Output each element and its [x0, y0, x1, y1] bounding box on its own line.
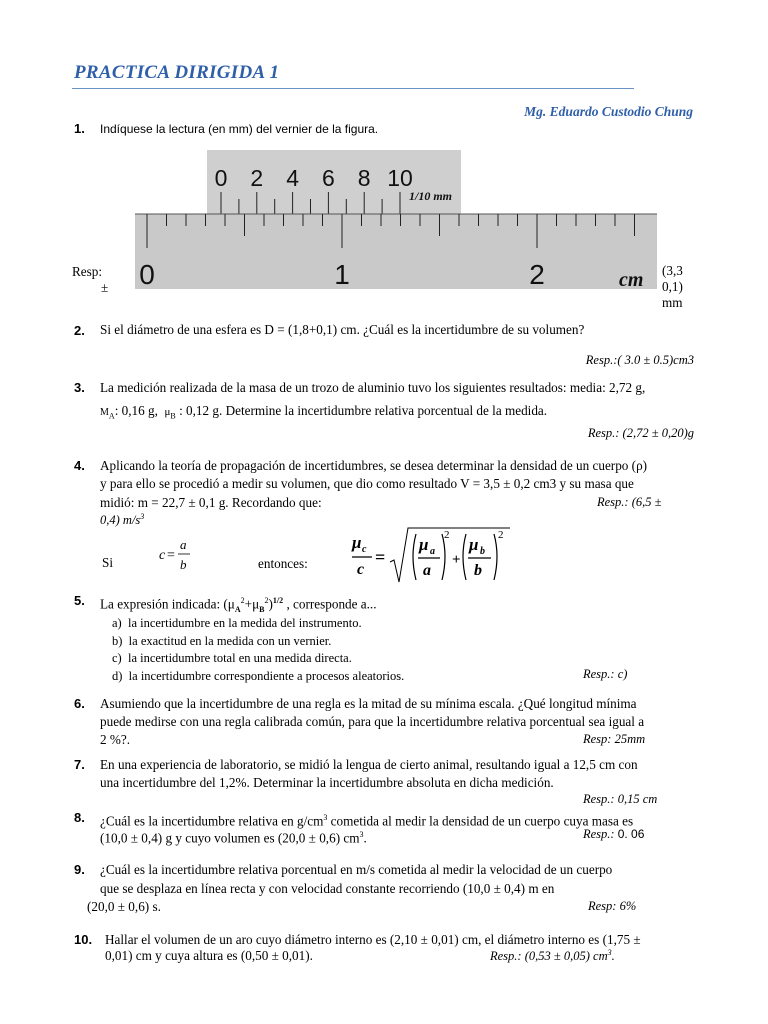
q4-line2: y para ello se procedió a medir su volumen, que dio como resultado V = 3,5 ± 0,2 cm3 y su masa que — [100, 476, 634, 491]
option-letter: b) — [112, 633, 123, 648]
title-rule — [72, 88, 634, 89]
q5-close: ) — [268, 596, 273, 612]
svg-text:c: c — [357, 561, 365, 578]
svg-text:2: 2 — [444, 529, 450, 541]
svg-text:a: a — [430, 546, 435, 557]
uncertainty-formula — [350, 524, 510, 586]
option-letter: d) — [112, 668, 123, 683]
q5-resp: Resp.: c) — [583, 667, 628, 681]
option-text: la incertidumbre en la medida del instrumento. — [127, 616, 362, 630]
svg-text:a: a — [423, 562, 431, 579]
q5-option — [112, 650, 404, 668]
q10-resp — [490, 948, 615, 964]
q8-sup1: 3 — [323, 813, 328, 822]
q3-line1: La medición realizada de la masa de un trozo de aluminio tuvo los siguientes resultados: media: 2,72 g, — [100, 380, 646, 395]
q5-plus: +μ — [244, 596, 260, 612]
q4-line1: Aplicando la teoría de propagación de incertidumbres, se desea determinar la densidad de un cuerpo (ρ) — [100, 458, 648, 473]
svg-text:c: c — [159, 548, 166, 563]
q8-line1a: ¿Cuál es la incertidumbre relativa en g/cm — [100, 813, 324, 829]
vernier-scale-label: 0 — [214, 165, 228, 191]
option-text: la exactitud en la medida con un vernier. — [128, 633, 332, 648]
q7-resp: Resp.: 0,15 cm — [583, 792, 658, 806]
option-text: la incertidumbre total en una medida directa. — [127, 651, 352, 665]
q10-resp-end: . — [611, 949, 615, 964]
q4-line3: midió: m = 22,7 ± 0,1 g. Recordando que: — [100, 495, 322, 510]
q10-line1: Hallar el volumen de un aro cuyo diámetro interno es (2,10 ± 0,01) cm, el diámetro interno es (1,75 ± — [105, 932, 641, 947]
q3-sub-b: B — [170, 411, 176, 421]
q5-text-post: , corresponde a... — [286, 596, 377, 612]
q4-resp-b — [100, 512, 144, 528]
q3-val-a: : 0,16 g, — [114, 403, 158, 418]
main-ruler — [135, 214, 657, 289]
q3-line2-rest: Determine la incertidumbre relativa porcentual de la medida. — [225, 403, 548, 418]
q10-number: 10. — [74, 932, 93, 947]
q4-number: 4. — [74, 458, 85, 473]
q2-text: Si el diámetro de una esfera es D = (1,8+0,1) cm. ¿Cuál es la incertidumbre de su volumen? — [100, 322, 585, 337]
q2-number: 2. — [74, 323, 85, 338]
svg-text:c: c — [362, 544, 367, 555]
q6-resp: Resp: 25mm — [583, 732, 646, 746]
q4-resp-b-text: 0,4) m/s — [100, 513, 141, 528]
vernier-scale-label: 8 — [357, 165, 371, 191]
q1-answer-line: (3,3 — [662, 263, 683, 278]
q10-line2: 0,01) cm y cuya altura es (0,50 ± 0,01). — [105, 948, 313, 963]
q5-sup-half: 1/2 — [272, 596, 284, 605]
q7-line2: una incertidumbre del 1,2%. Determinar la incertidumbre absoluta en dicha medición. — [100, 775, 554, 790]
q10-resp-text: Resp.: (0,53 ± 0,05) cm — [490, 949, 608, 964]
svg-text:=: = — [167, 548, 175, 563]
q9-line2: que se desplaza en línea recta y con velocidad constante recorriendo (10,0 ± 0,4) m en — [100, 881, 555, 896]
svg-text:b: b — [474, 562, 482, 579]
q5-option — [112, 615, 404, 633]
q1-answer — [662, 263, 683, 311]
vernier-scale-label: 4 — [286, 165, 299, 191]
q7-number: 7. — [74, 757, 85, 772]
formula-c-ab — [150, 536, 200, 576]
q5-sup-1: 2 — [240, 596, 245, 605]
vernier-figure — [135, 148, 657, 290]
q8-line2b: . — [363, 830, 367, 846]
page-title: PRACTICA DIRIGIDA 1 — [74, 62, 280, 83]
q3-sub-a: A — [108, 411, 115, 421]
q5-text-pre: La expresión indicada: (μ — [100, 596, 235, 612]
vernier-scale-label: 2 — [250, 165, 264, 191]
q1-pm: ± — [101, 280, 109, 295]
q8-resp-val: 0. 06 — [617, 827, 645, 841]
svg-text:2: 2 — [498, 529, 504, 541]
q5-number: 5. — [74, 593, 85, 608]
svg-text:b: b — [480, 546, 485, 557]
q4-si: Si — [102, 555, 113, 570]
option-letter: a) — [112, 616, 122, 630]
q5-sub-b: B — [259, 605, 265, 615]
q5-option — [112, 668, 404, 686]
q5-options — [112, 615, 404, 685]
q5-sub-a: A — [234, 605, 241, 615]
svg-text:μ: μ — [469, 535, 479, 554]
q7-line1: En una experiencia de laboratorio, se midió la lengua de cierto animal, resultando igual a 12,5 cm con — [100, 757, 638, 772]
q8-line2a: (10,0 ± 0,4) g y cuyo volumen es (20,0 ± 0,6) cm — [100, 830, 360, 846]
q4-resp-b-sup: 3 — [140, 512, 145, 521]
q1-answer-line: mm — [662, 295, 683, 310]
svg-text:b: b — [180, 557, 187, 572]
q8-number: 8. — [74, 810, 85, 825]
q9-resp: Resp: 6% — [588, 899, 637, 913]
q3-mu-a: M — [100, 407, 109, 418]
q5-sup-2: 2 — [264, 596, 269, 605]
q3-resp: Resp.: (2,72 ± 0,20)g — [587, 426, 694, 440]
q3-number: 3. — [74, 380, 85, 395]
q4-resp-a: Resp.: (6,5 ± — [597, 495, 662, 509]
q9-number: 9. — [74, 862, 85, 877]
main-scale-label: 0 — [139, 259, 155, 290]
svg-text:μ: μ — [352, 533, 362, 552]
main-scale-label: 1 — [334, 259, 350, 290]
q8-resp — [583, 827, 644, 842]
vernier-precision-label: 1/10 mm — [409, 189, 453, 203]
q8-sup2: 3 — [359, 830, 364, 839]
q8-line2 — [100, 826, 367, 847]
svg-text:μ: μ — [419, 535, 429, 554]
q6-line2: puede medirse con una regla calibrada común, para que la incertidumbre relativa porcentual sea igual a — [100, 714, 645, 729]
svg-text:a: a — [180, 537, 187, 552]
option-text: la incertidumbre correspondiente a procesos aleatorios. — [128, 668, 405, 683]
q10-resp-sup: 3 — [607, 948, 612, 957]
vernier-scale-label: 6 — [322, 165, 335, 191]
svg-text:=: = — [375, 547, 386, 567]
q8-resp-label: Resp.: — [583, 827, 615, 841]
q3-line2 — [100, 402, 547, 426]
q1-answer-line: 0,1) — [662, 279, 683, 294]
ruler-unit-label: cm — [619, 269, 644, 290]
q3-val-b: : 0,12 g. — [179, 403, 223, 418]
q4-entonces: entonces: — [258, 556, 308, 571]
q3-mu-b: μ — [164, 406, 171, 418]
q6-line3: 2 %?. — [100, 732, 131, 747]
q5-option — [112, 633, 404, 651]
q6-line1: Asumiendo que la incertidumbre de una regla es la mitad de su mínima escala. ¿Qué longitud mínima — [100, 696, 637, 711]
q8-line1b: cometida al medir la densidad de un cuerpo cuya masa es — [327, 813, 634, 829]
option-letter: c) — [112, 651, 122, 665]
q1-number: 1. — [74, 121, 85, 136]
q9-line3: (20,0 ± 0,6) s. — [87, 899, 161, 914]
q1-resp-label: Resp: — [72, 264, 103, 279]
q9-line1: ¿Cuál es la incertidumbre relativa porcentual en m/s cometida al medir la velocidad de un cuerpo — [100, 862, 613, 877]
vernier-scale-label: 10 — [387, 165, 413, 191]
q6-number: 6. — [74, 696, 85, 711]
main-scale-label: 2 — [529, 259, 545, 290]
svg-text:+: + — [452, 552, 461, 568]
q1-text: Indíquese la lectura (en mm) del vernier de la figura. — [100, 122, 379, 136]
author-name: Mg. Eduardo Custodio Chung — [524, 104, 693, 119]
q2-resp: Resp.:( 3.0 ± 0.5)cm3 — [585, 353, 694, 367]
